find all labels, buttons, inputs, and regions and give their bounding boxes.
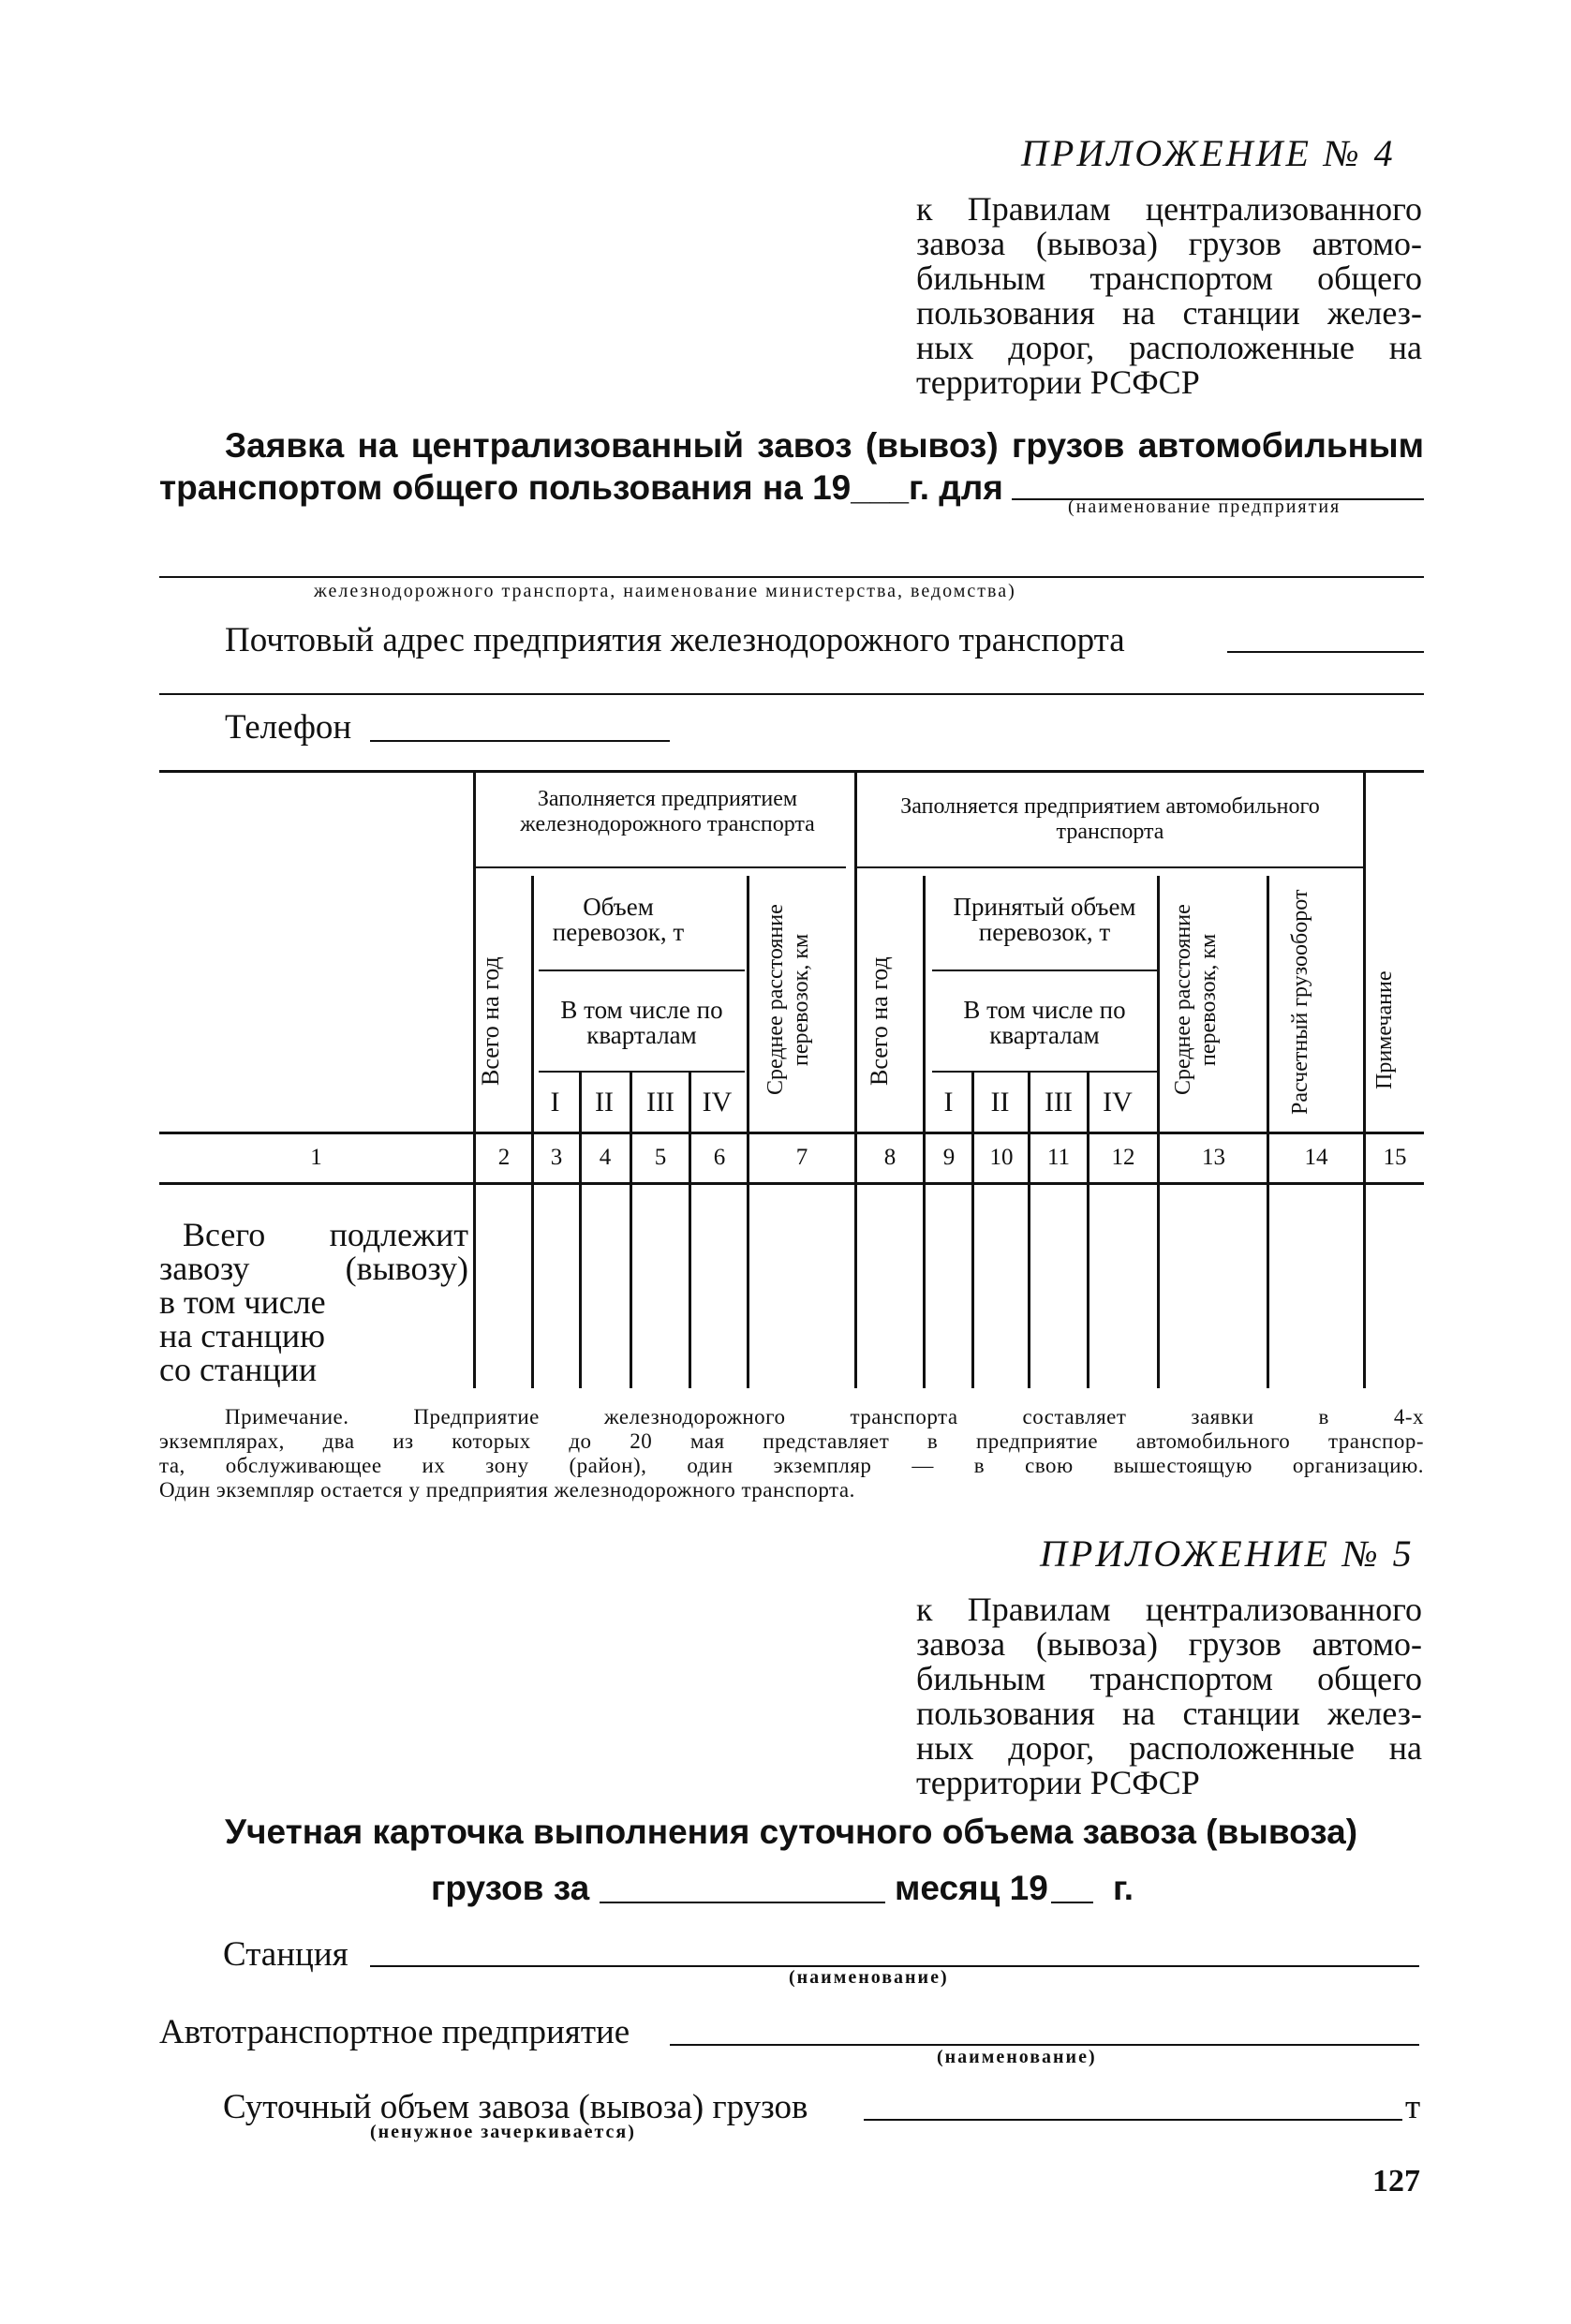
- phone-label: Телефон: [225, 708, 352, 747]
- col-divider: [531, 876, 534, 1388]
- quarter-label: III: [1045, 1087, 1073, 1118]
- column-number: 15: [1383, 1145, 1407, 1170]
- appendix-5-line: ных дорог, расположенные на: [916, 1729, 1422, 1767]
- appendix-5-line: пользования на станции желез-: [916, 1695, 1422, 1732]
- column-number: 6: [713, 1145, 726, 1170]
- appendix-4-title: ПРИЛОЖЕНИЕ № 4: [1021, 132, 1396, 174]
- ministry-hint: железнодорожного транспорта, наименование министерства, ведомства): [314, 581, 1016, 601]
- appendix-5-line: территории РСФСР: [916, 1764, 1200, 1801]
- month-line: [600, 1902, 885, 1903]
- avg-distance-header-rail: Среднее расстояние перевозок, км: [763, 904, 813, 1096]
- col-divider: [1363, 770, 1366, 1388]
- enterprise-name-hint: (наименование предприятия: [1068, 496, 1341, 517]
- col-divider: [1087, 1071, 1089, 1388]
- header-bottom-rule: [159, 1132, 1424, 1134]
- row-label: в том числе: [159, 1283, 326, 1321]
- column-number: 7: [795, 1145, 808, 1170]
- column-number: 13: [1202, 1145, 1225, 1170]
- daily-volume-label: Суточный объем завоза (вывоза) грузов: [223, 2088, 808, 2126]
- ministry-line: [159, 576, 1424, 578]
- col-divider: [473, 770, 476, 1388]
- appendix-5-line: бильным транспортом общего: [916, 1660, 1422, 1697]
- daily-volume-unit: т: [1405, 2088, 1421, 2126]
- card-title-line1: Учетная карточка выполнения суточного объема завоза (вывоза): [225, 1813, 1358, 1851]
- accepted-volume-divider: [932, 970, 1157, 971]
- quarters-header-auto: В том числе по кварталам: [963, 996, 1126, 1049]
- quarter-label: IV: [1103, 1087, 1133, 1118]
- quarter-label: IV: [702, 1087, 733, 1118]
- column-number: 10: [989, 1145, 1014, 1170]
- col-divider: [971, 1071, 974, 1388]
- row-label: Всего подлежит: [183, 1216, 468, 1253]
- number-row-bottom-rule: [159, 1182, 1424, 1185]
- card-title-prefix: грузов за: [431, 1869, 590, 1907]
- station-label: Станция: [223, 1935, 348, 1974]
- row-label: со станции: [159, 1351, 318, 1388]
- col-divider: [630, 1071, 632, 1388]
- quarters-header-rail: В том числе по кварталам: [560, 996, 723, 1049]
- daily-volume-line: [864, 2119, 1402, 2121]
- appendix-4-line: к Правилам централизованного: [916, 190, 1422, 228]
- appendix-4-line: территории РСФСР: [916, 363, 1200, 401]
- total-year-header-auto: Всего на год: [866, 956, 893, 1086]
- appendix-4-line: ных дорог, расположенные на: [916, 329, 1422, 366]
- appendix-5-title: ПРИЛОЖЕНИЕ № 5: [1040, 1532, 1415, 1575]
- group-auto-divider: [857, 866, 1363, 868]
- group-auto-header: Заполняется предприятием автомобильного транспорта: [900, 794, 1320, 844]
- accepted-volume-header: Принятый объем перевозок, т: [953, 893, 1136, 946]
- auto-enterprise-line: [670, 2044, 1419, 2046]
- column-number: 12: [1111, 1145, 1135, 1170]
- request-title-line2: транспортом общего пользования на 19___г. для: [159, 468, 1003, 507]
- card-title-end: г.: [1113, 1869, 1134, 1907]
- column-number: 3: [550, 1145, 563, 1170]
- table-note: [159, 1405, 1424, 1502]
- card-title-mid: месяц 19: [895, 1869, 1048, 1907]
- appendix-4-line: завоза (вывоза) грузов автомо-: [916, 225, 1422, 262]
- quarters-divider-rail: [539, 1071, 745, 1073]
- auto-enterprise-label: Автотранспортное предприятие: [159, 2013, 630, 2051]
- remark-header: Примечание: [1372, 970, 1397, 1090]
- col-divider: [923, 876, 926, 1388]
- request-title-line1: Заявка на централизованный завоз (вывоз) грузов автомобильным: [225, 426, 1424, 465]
- quarters-divider-auto: [932, 1071, 1157, 1073]
- note-line: та, обслуживающее их зону (район), один экземпляр — в свою вышестоящую организацию.: [159, 1454, 1424, 1477]
- volume-divider: [539, 970, 745, 971]
- volume-header: Объем перевозок, т: [552, 893, 685, 946]
- phone-line: [370, 740, 670, 742]
- col-divider: [1028, 1071, 1030, 1388]
- column-number: 8: [883, 1145, 897, 1170]
- col-divider: [747, 876, 749, 1388]
- note-line: экземплярах, два из которых до 20 мая представляет в предприятие автомобильного транспор-: [159, 1429, 1424, 1453]
- col-divider: [854, 770, 857, 1388]
- column-number: 9: [942, 1145, 956, 1170]
- appendix-4-description: [916, 192, 1422, 400]
- station-name-hint: (наименование): [789, 1967, 949, 1988]
- postal-address-label: Почтовый адрес предприятия железнодорожного транспорта: [225, 621, 1125, 659]
- note-line: Один экземпляр остается у предприятия железнодорожного транспорта.: [159, 1478, 855, 1502]
- page-number: 127: [1372, 2164, 1420, 2198]
- column-number: 2: [497, 1145, 511, 1170]
- calc-turnover-header: Расчетный грузооборот: [1288, 889, 1312, 1116]
- quarter-label: II: [595, 1087, 614, 1118]
- appendix-4-line: бильным транспортом общего: [916, 259, 1422, 297]
- quarter-label: III: [646, 1087, 674, 1118]
- appendix-5-description: [916, 1592, 1422, 1800]
- col-divider: [1157, 876, 1160, 1388]
- quarter-label: II: [990, 1087, 1010, 1118]
- row-label: на станцию: [159, 1317, 326, 1354]
- appendix-4-line: пользования на станции желез-: [916, 294, 1422, 332]
- column-number: 4: [599, 1145, 612, 1170]
- auto-enterprise-hint: (наименование): [937, 2047, 1097, 2067]
- strike-hint: (ненужное зачеркивается): [370, 2122, 636, 2142]
- quarter-label: I: [943, 1087, 954, 1118]
- column-number: 5: [654, 1145, 667, 1170]
- col-divider: [579, 1071, 582, 1388]
- avg-distance-header-auto: Среднее расстояние перевозок, км: [1171, 904, 1221, 1096]
- year-line: [1051, 1902, 1093, 1903]
- row-labels: [159, 1218, 468, 1386]
- row-label: завозу (вывозу): [159, 1250, 468, 1287]
- postal-address-line: [1227, 651, 1424, 653]
- postal-address-line2: [159, 693, 1424, 695]
- total-year-header-rail: Всего на год: [477, 956, 504, 1086]
- quarter-label: I: [550, 1087, 560, 1118]
- col-divider: [689, 1071, 691, 1388]
- column-number: 1: [310, 1145, 322, 1170]
- group-rail-header: Заполняется предприятием железнодорожного транспорта: [520, 787, 815, 836]
- col-divider: [1267, 876, 1269, 1388]
- column-number: 11: [1046, 1145, 1071, 1170]
- table-top-border: [159, 770, 1424, 773]
- appendix-5-line: завоза (вывоза) грузов автомо-: [916, 1625, 1422, 1663]
- appendix-5-line: к Правилам централизованного: [916, 1591, 1422, 1628]
- column-number: 14: [1304, 1145, 1328, 1170]
- group-rail-divider: [476, 866, 846, 868]
- note-line: Примечание. Предприятие железнодорожного транспорта составляет заявки в 4-х: [225, 1405, 1424, 1428]
